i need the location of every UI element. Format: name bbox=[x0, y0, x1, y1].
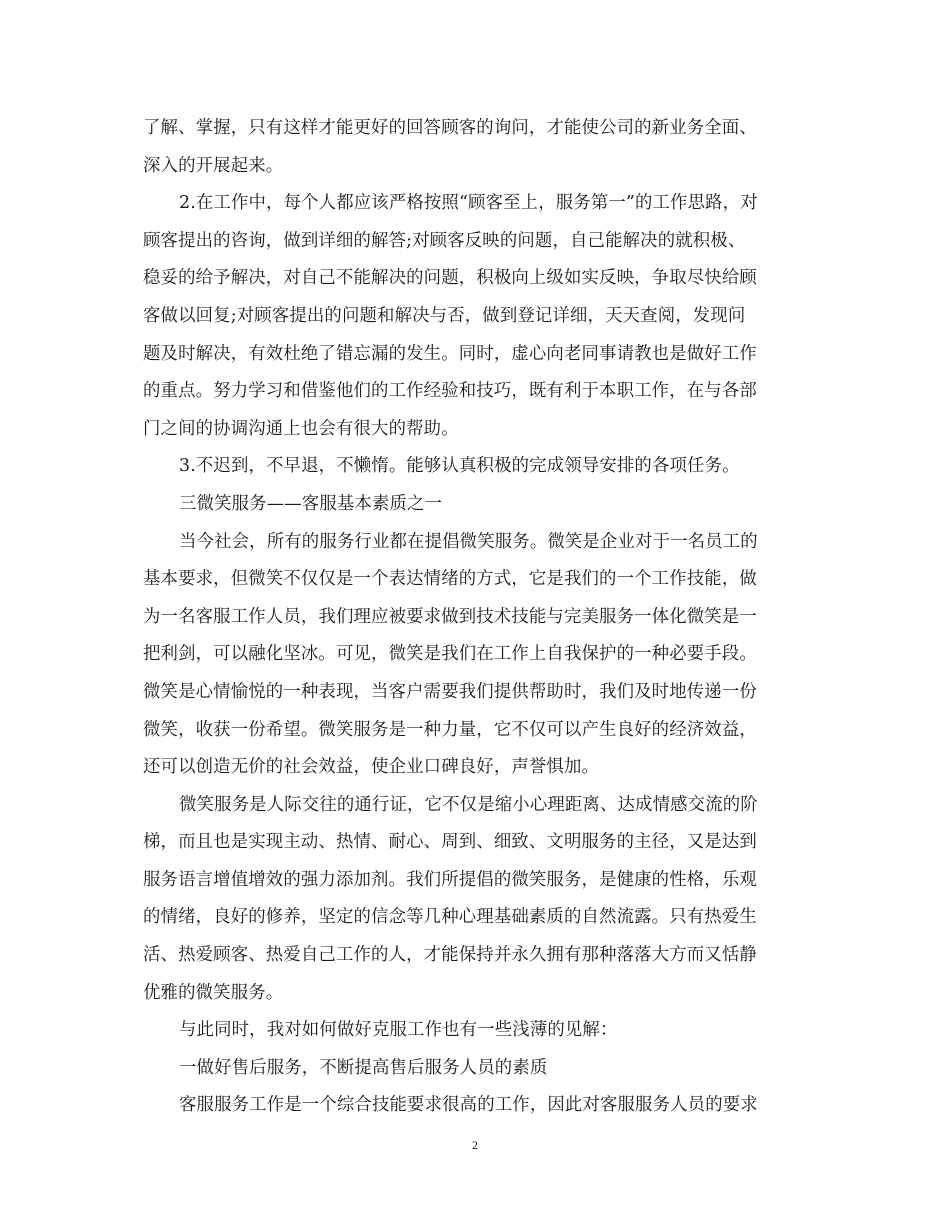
text-line: 的情绪，良好的修养，坚定的信念等几种心理基础素质的自然流露。只有热爱生 bbox=[143, 907, 757, 928]
text-line: 顾客提出的咨询，做到详细的解答;对顾客反映的问题，自己能解决的就积极、 bbox=[143, 230, 746, 251]
text-line: 微笑服务是人际交往的通行证，它不仅是缩小心理距离、达成情感交流的阶 bbox=[179, 794, 758, 815]
text-line: 基本要求，但微笑不仅仅是一个表达情绪的方式，它是我们的一个工作技能，做 bbox=[143, 569, 757, 590]
section-heading: 三微笑服务——客服基本素质之一 bbox=[179, 493, 443, 514]
text-line: 的重点。努力学习和借鉴他们的工作经验和技巧，既有利于本职工作，在与各部 bbox=[143, 381, 757, 402]
text-line: 微笑是心情愉悦的一种表现，当客户需要我们提供帮助时，我们及时地传递一份 bbox=[143, 681, 757, 702]
text-line: 与此同时，我对如何做好克服工作也有一些浅薄的见解： bbox=[179, 1020, 618, 1041]
text-line: 活、热爱顾客、热爱自己工作的人，才能保持并永久拥有那种落落大方而又恬静 bbox=[143, 945, 757, 966]
text-line: 优雅的微笑服务。 bbox=[143, 982, 284, 1003]
text-line: 了解、掌握，只有这样才能更好的回答顾客的询问，才能使公司的新业务全面、 bbox=[143, 118, 757, 138]
text-line: 把利剑，可以融化坚冰。可见，微笑是我们在工作上自我保护的一种必要手段。 bbox=[143, 644, 757, 665]
text-line: 客服服务工作是一个综合技能要求很高的工作，因此对客服服务人员的要求 bbox=[179, 1095, 758, 1116]
text-line: 为一名客服工作人员，我们理应被要求做到技术技能与完美服务一体化微笑是一 bbox=[143, 606, 757, 627]
text-line: 深入的开展起来。 bbox=[143, 155, 284, 176]
text-line: 客做以回复;对顾客提出的问题和解决与否，做到登记详细，天天查阅，发现问 bbox=[143, 305, 746, 326]
text-line: 3.不迟到，不早退，不懒惰。能够认真积极的完成领导安排的各项任务。 bbox=[179, 456, 740, 477]
text-line: 当今社会，所有的服务行业都在提倡微笑服务。微笑是企业对于一名员工的 bbox=[179, 531, 758, 552]
text-line: 还可以创造无价的社会效益，使企业口碑良好，声誉惧加。 bbox=[143, 757, 600, 778]
section-heading: 一做好售后服务，不断提高售后服务人员的素质 bbox=[179, 1057, 548, 1078]
text-line: 服务语言增值增效的强力添加剂。我们所提倡的微笑服务，是健康的性格，乐观 bbox=[143, 869, 757, 890]
page-number: 2 bbox=[472, 1138, 478, 1152]
text-line: 题及时解决，有效杜绝了错忘漏的发生。同时，虚心向老同事请教也是做好工作 bbox=[143, 343, 757, 364]
text-line: 微笑，收获一份希望。微笑服务是一种力量，它不仅可以产生良好的经济效益， bbox=[143, 719, 757, 740]
text-line: 稳妥的给予解决，对自己不能解决的问题，积极向上级如实反映，争取尽快给顾 bbox=[143, 268, 757, 289]
text-line: 梯，而且也是实现主动、热情、耐心、周到、细致、文明服务的主径，又是达到 bbox=[143, 832, 757, 853]
text-line: 2.在工作中，每个人都应该严格按照“顾客至上，服务第一”的工作思路，对 bbox=[179, 193, 758, 214]
document-body bbox=[143, 110, 808, 1125]
text-line: 门之间的协调沟通上也会有很大的帮助。 bbox=[143, 418, 459, 439]
